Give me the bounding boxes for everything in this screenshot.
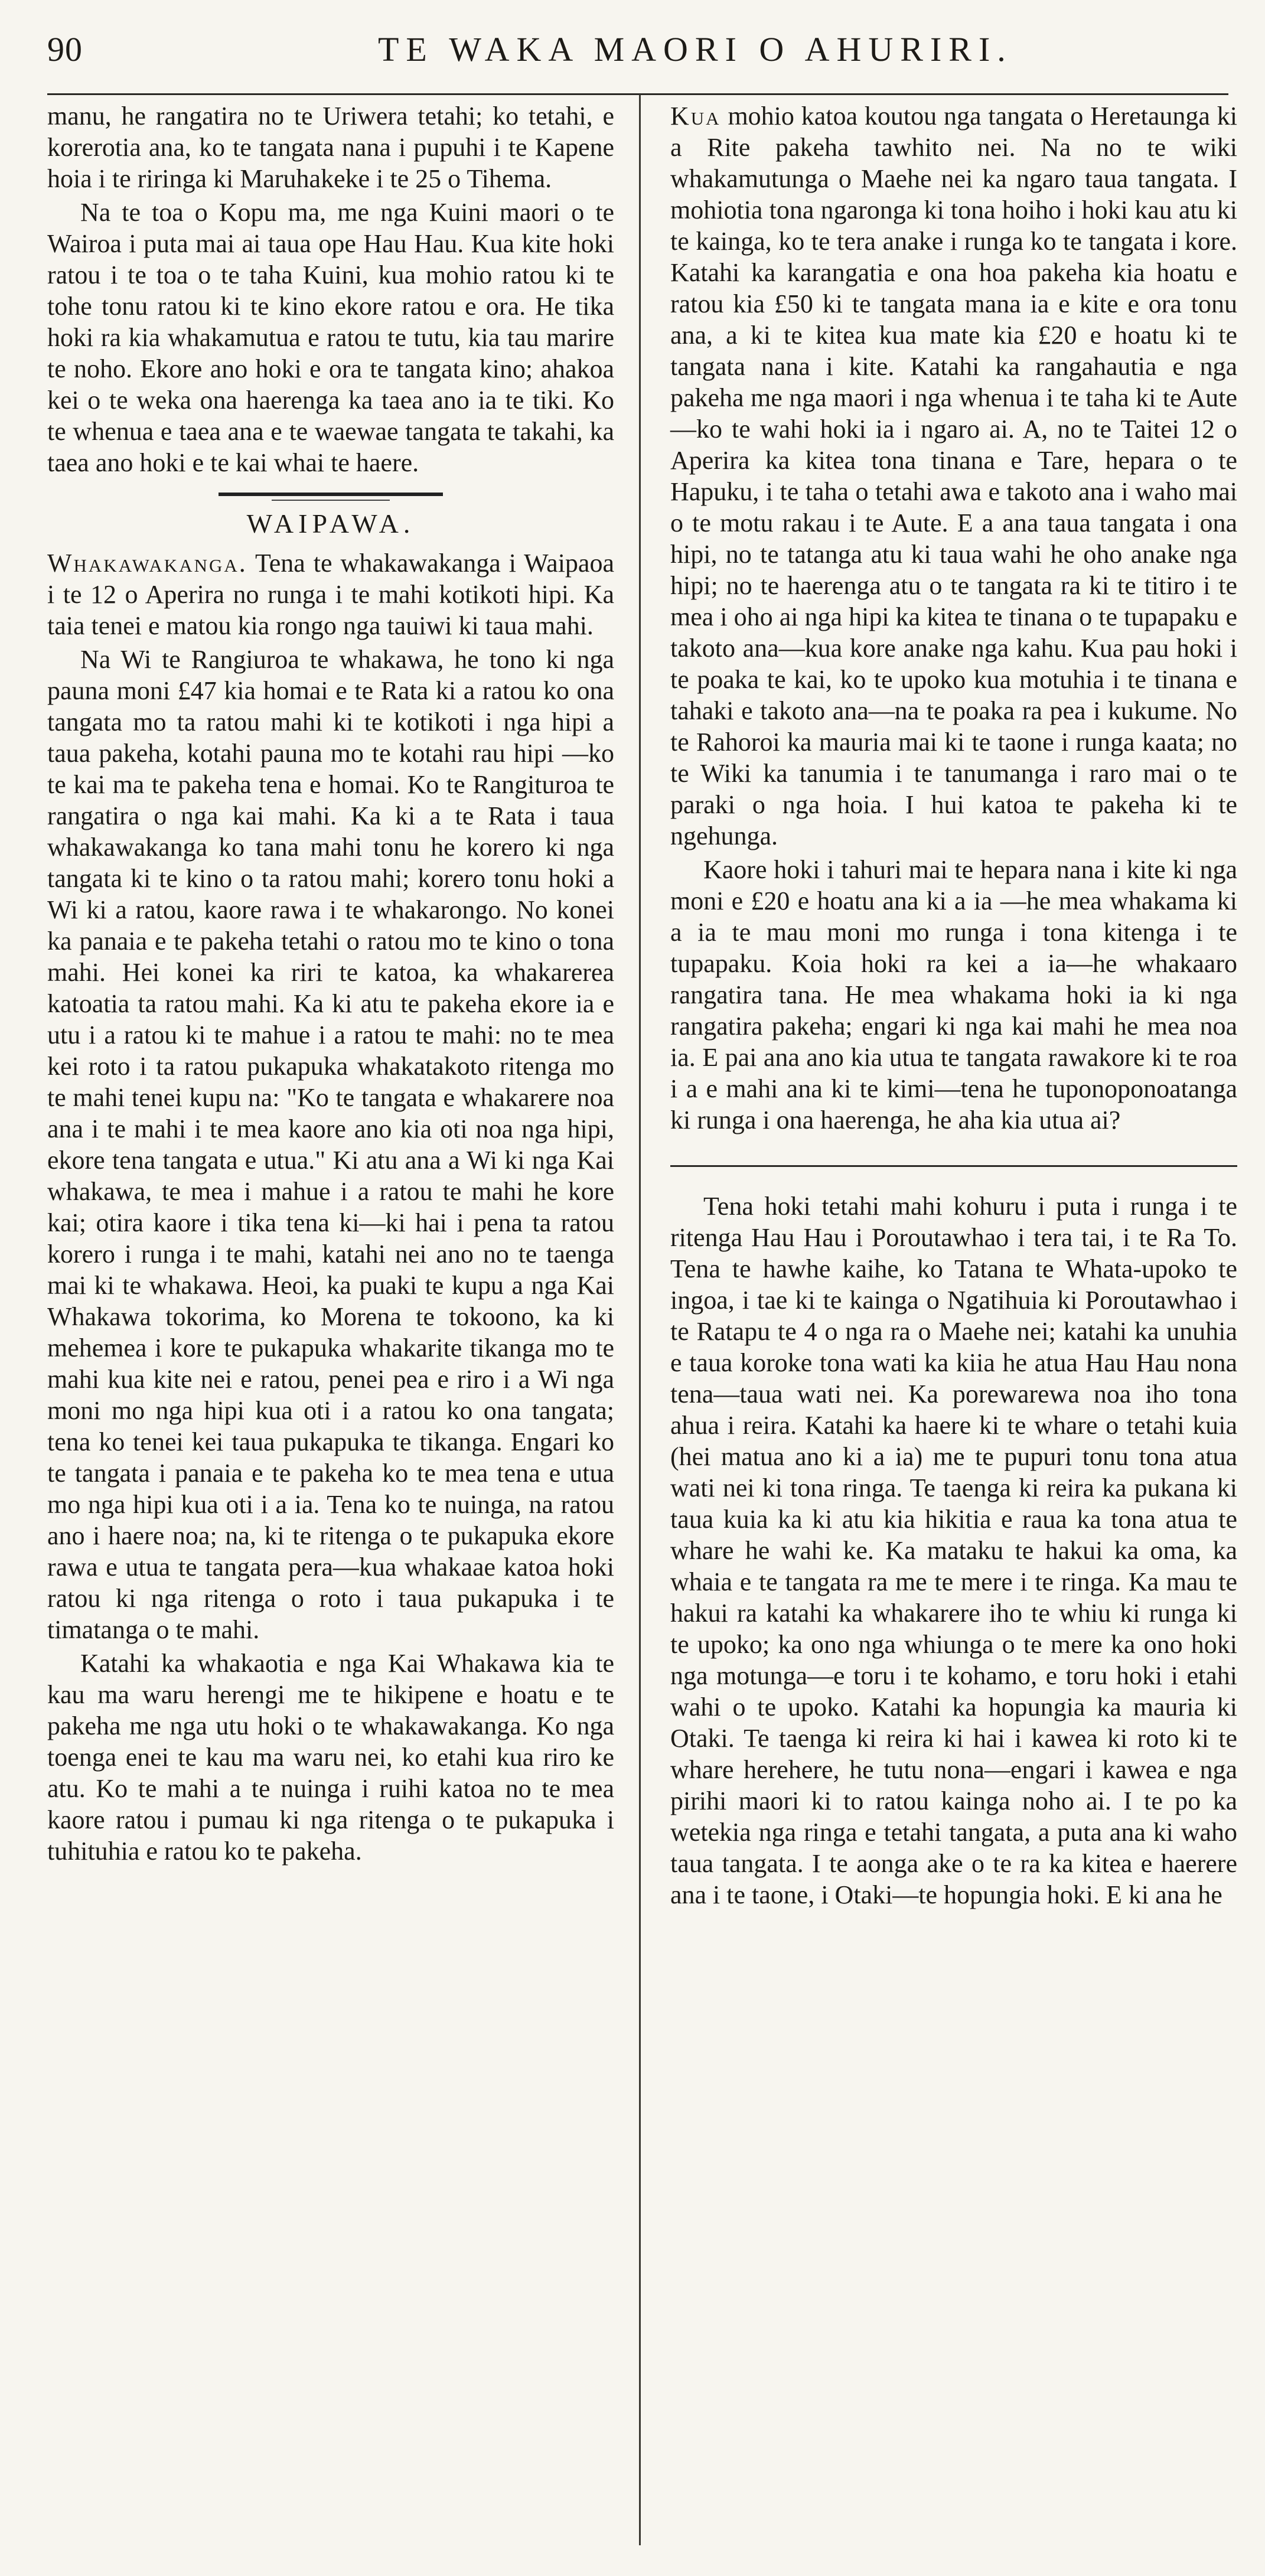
paragraph-lead: Kua (670, 102, 721, 131)
article-paragraph: Kaore hoki i tahuri mai te hepara nana i kite ki nga moni e £20 e hoatu ana ki a ia —he mea whakama ki a ia te mau moni mo runga i tona kitenga i te tupapaku. Koia hoki ra kei a ia—he whakaaro rangatira tana. He mea whakama hoki ia ki nga rangatira pakeha; engari ki nga kai mahi he mea noa ia. E pai ana ano kia utua te tangata rawakore ki te roa i a e mahi ana ki te kimi—tena he tuponoponoatanga ki runga i ona haerenga, he aha kia utua ai? (670, 855, 1237, 1134)
article-paragraph: Na te toa o Kopu ma, me nga Kuini maori o te Wairoa i puta mai ai taua ope Hau Hau. Kua kite hoki ratou i te toa o te taha Kuini, kua mohio ratou ki te tohe tonu ratou ki te kino ekore ratou e ora. He tika hoki ra kia whakamutua e ratou te tutu, kia tau marire te noho. Ekore ano hoki e ora te tangata kino; ahakoa kei o te weka ona haerenga ka taea ano ia te tiki. Ko te whenua e taea ana e te waewae tangata te takahi, ka taea ano hoki e te kai whai te haere. (47, 198, 614, 477)
running-title: TE WAKA MAORI O AHURIRI. (378, 30, 1013, 69)
article-paragraph (670, 100, 1237, 852)
section-heading-waipawa: WAIPAWA. (246, 508, 415, 539)
header-rule (47, 93, 1228, 95)
section-ornament (219, 493, 443, 502)
article-paragraph: manu, he rangatira no te Uriwera tetahi; ko tetahi, e korerotia ana, ko te tangata nana i pupuhi i te Kapene hoia i te riringa ki Maruhakeke i te 25 o Tihema. (47, 102, 614, 193)
paragraph-text: mohio katoa koutou nga tangata o Heretaunga ki a Rite pakeha tawhito nei. Na no te wiki whakamutunga o Maehe nei ka ngaro taua tangata. I mohiotia tona ngaronga ki tona hoiho i hoki kau atu ki te kainga, ko te tera anake i runga ko te tangata i kore. Katahi ka karangatia e ona hoa pakeha kia hoatu e ratou kia £50 ki te tangata mana ia e kite e ora tonu ana, a ki te kitea kua mate kia £20 e hoatu ki te tangata nana i kite. Katahi ka rangahautia e nga pakeha me nga maori i nga whenua i te taha ki te Aute—ko te wahi hoki ia i ngaro ai. A, no te Taitei 12 o Aperira ka kitea tona tinana e Tare, hepara o te Hapuku, i te taha o tetahi awa e takoto ana i waho mai o te motu rakau i te Aute. E a ana taua tangata i ona hipi, no te tatanga atu ki taua wahi he oho anake nga hipi; no te haerenga atu o te tangata ra ki te titiro i te mea i oho ai nga hipi ka kitea te tinana o te tupapaku e takoto ana—kua kore anake nga kahu. Kua pau hoki i te poaka te kai, ko te upoko kua motuhia i te tinana e tahaki e takoto ana—na te poaka ra pea i kukume. No te Rahoroi ka mauria mai ki te taone i runga kaata; no te Wiki ka tanumia i te tanumanga i raro mai o te paraki o nga hoia. I hui katoa te pakeha ki te ngehunga. (670, 102, 1237, 850)
column-divider (639, 94, 641, 2545)
article-paragraph: Tena hoki tetahi mahi kohuru i puta i runga i te ritenga Hau Hau i Poroutawhao i tera tai, i te Ra To. Tena te hawhe kaihe, ko Tatana te Whata-upoko te ingoa, i tae ki te kainga o Ngatihuia ki Poroutawhao i te Ratapu te 4 o nga ra o Maehe nei; katahi ka unuhia e taua koroke tona wati ka kiia he atua Hau Hau nona tena—taua wati nei. Ka porewarewa noa iho tona ahua i reira. Katahi ka haere ki te whare o tetahi kuia (hei matua ano ki a ia) me te pupuri tonu tona atua wati nei ki tona ringa. Te taenga ki reira ka pukana ki taua kuia ka ki atu kia hikitia e raua ka tona atua te whare he wahi ke. Ka mataku te hakui ka oma, ka whaia e te tangata ra me te mere i te ringa. Ka mau te hakui ra katahi ka whakarere iho te whiu ki runga ki te upoko; ka ono nga whiunga o te mere ka ono hoki nga motunga—e toru i te kohamo, e toru hoki i etahi wahi o te upoko. Katahi ka hopungia ka mauria ki Otaki. Te taenga ki reira ki hai i kawea ki roto ki te whare herehere, he tutu nona—engari i kawea e nga pirihi maori ki to ratou kainga noho ai. I te po ka wetekia nga ringa e tetahi tangata, a puta ana ki waho taua tangata. I te aonga ake o te ra ka kitea e haerere ana i te taone, i Otaki—te hopungia hoki. E ki ana he (670, 1192, 1237, 1909)
article-separator (670, 1165, 1237, 1167)
right-column (670, 100, 1237, 1910)
page-number: 90 (47, 30, 83, 69)
paragraph-text: Tena te whakawakanga i Waipaoa i te 12 o Aperira no runga i te mahi kotikoti hipi. Ka taia tenei e matou kia rongo nga tauiwi ki taua mahi. (47, 549, 614, 640)
article-paragraph: Katahi ka whakaotia e nga Kai Whakawa kia te kau ma waru herengi me te hikipene e hoatu e te pakeha me nga utu hoki o te whakawakanga. Ko nga toenga enei te kau ma waru nei, ko etahi kua riro ke atu. Ko te mahi a te nuinga i ruihi katoa no te mea kaore ratou i pumau ki nga ritenga o te pukapuka i tuhituhia e ratou ko te pakeha. (47, 1649, 614, 1866)
paragraph-lead: Whakawakanga. (47, 549, 247, 578)
page-header (47, 18, 1228, 83)
article-paragraph: Na Wi te Rangiuroa te whakawa, he tono ki nga pauna moni £47 kia homai e te Rata ki a ratou ko ona tangata mo ta ratou mahi ki te kotikoti i nga hipi a taua pakeha, kotahi pauna mo te kotahi rau hipi —ko te kai ma te pakeha tena e homai. Ko te Rangituroa te rangatira o nga kai mahi. Ka ki a te Rata i taua whakawakanga ko tana mahi tonu he korero ki nga tangata ki te kino o ta ratou mahi; korero tonu hoki a Wi ki a ratou, kaore rawa i te whakarongo. No konei ka panaia e te pakeha tetahi o ratou mo te kino o tona mahi. Hei konei ka riri te katoa, ka whakarerea katoatia ta ratou mahi. Ka ki atu te pakeha ekore ia e utu i a ratou ki te mahue i a ratou te mahi: no te mea kei roto i ta ratou pukapuka whakatakoto ritenga mo te mahi tenei kupu na: "Ko te tangata e whakarere noa ana i te mahi i te mea kaore ano kia oti noa nga hipi, ekore tena tangata e utua." Ki atu ana a Wi ki nga Kai whakawa, te mea i mahue i a ratou te mahi he kore kai; otira kaore i tika tena ki—ki hai i pena ta ratou korero i runga i te mahi, katahi nei ano no te taenga mai ki te whakawa. Heoi, ka puaki te kupu a nga Kai Whakawa tokorima, ko Morena te tokoono, ka ki mehemea i kore te pukapuka whakarite tikanga mo te mahi kua kite nei e ratou, penei pea e riro i a Wi nga moni mo nga hipi kua oti i a ratou ko ona tangata; tena ko tenei kei taua pukapuka te tikanga. Engari ko te tangata i panaia e te pakeha ko te mea tena e utua mo nga hipi kua oti i a ia. Tena ko te nuinga, na ratou ano i haere noa; na, ki te ritenga o te pukapuka ekore rawa e utua te tangata pera—kua whakaae katoa hoki ratou ki nga ritenga o roto i taua pukapuka i te timatanga o te mahi. (47, 645, 614, 1644)
article-paragraph (47, 547, 614, 641)
left-column (47, 100, 614, 1867)
